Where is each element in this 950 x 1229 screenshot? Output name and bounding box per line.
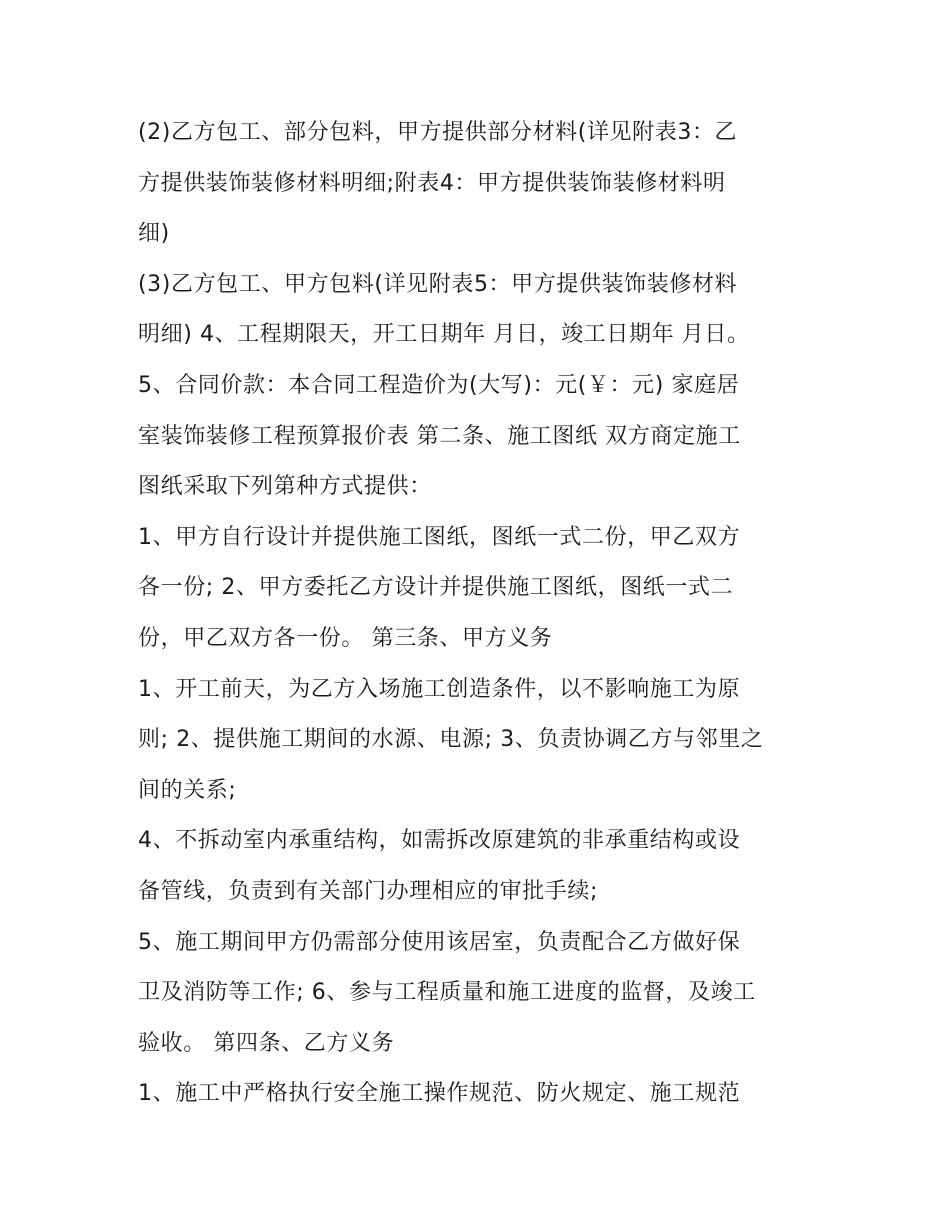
paragraph-material-supply-option-3: (3)乙方包工、甲方包料(详见附表5：甲方提供装饰装修材料 明细) 4、工程期限天，开工日期年 月日，竣工日期年 月日。: [138, 271, 750, 348]
paragraph-drawing-provision: 1、甲方自行设计并提供施工图纸，图纸一式二份，甲乙双方 各一份; 2、甲方委托乙方设计并提供施工图纸，图纸一式二 份，甲乙双方各一份。 第三条、甲方义务: [138, 524, 741, 651]
paragraph-contract-price: 5、合同价款：本合同工程造价为(大写)：元(￥：元) 家庭居 室装饰装修工程预算报价表 第二条、施工图纸 双方商定施工 图纸采取下列第种方式提供：: [138, 372, 741, 500]
paragraph-party-a-duties-1-3: 1、开工前天，为乙方入场施工创造条件，以不影响施工为原 则; 2、提供施工期间的水源、电源; 3、负责协调乙方与邻里之 间的关系;: [138, 676, 764, 803]
paragraph-material-supply-option-2: (2)乙方包工、部分包料，甲方提供部分材料(详见附表3：乙 方提供装饰装修材料明细;附表4：甲方提供装饰装修材料明 细): [138, 120, 738, 247]
paragraph-party-a-duties-5-6: 5、施工期间甲方仍需部分使用该居室，负责配合乙方做好保 卫及消防等工作; 6、参与工程质量和施工进度的监督，及竣工 验收。 第四条、乙方义务: [138, 929, 756, 1056]
document-body: [138, 108, 818, 1120]
paragraph-party-b-duty-1: 1、施工中严格执行安全施工操作规范、防火规定、施工规范: [138, 1081, 741, 1107]
paragraph-party-a-duty-4: 4、不拆动室内承重结构，如需拆改原建筑的非承重结构或设 备管线，负责到有关部门办理相应的审批手续;: [138, 828, 741, 904]
